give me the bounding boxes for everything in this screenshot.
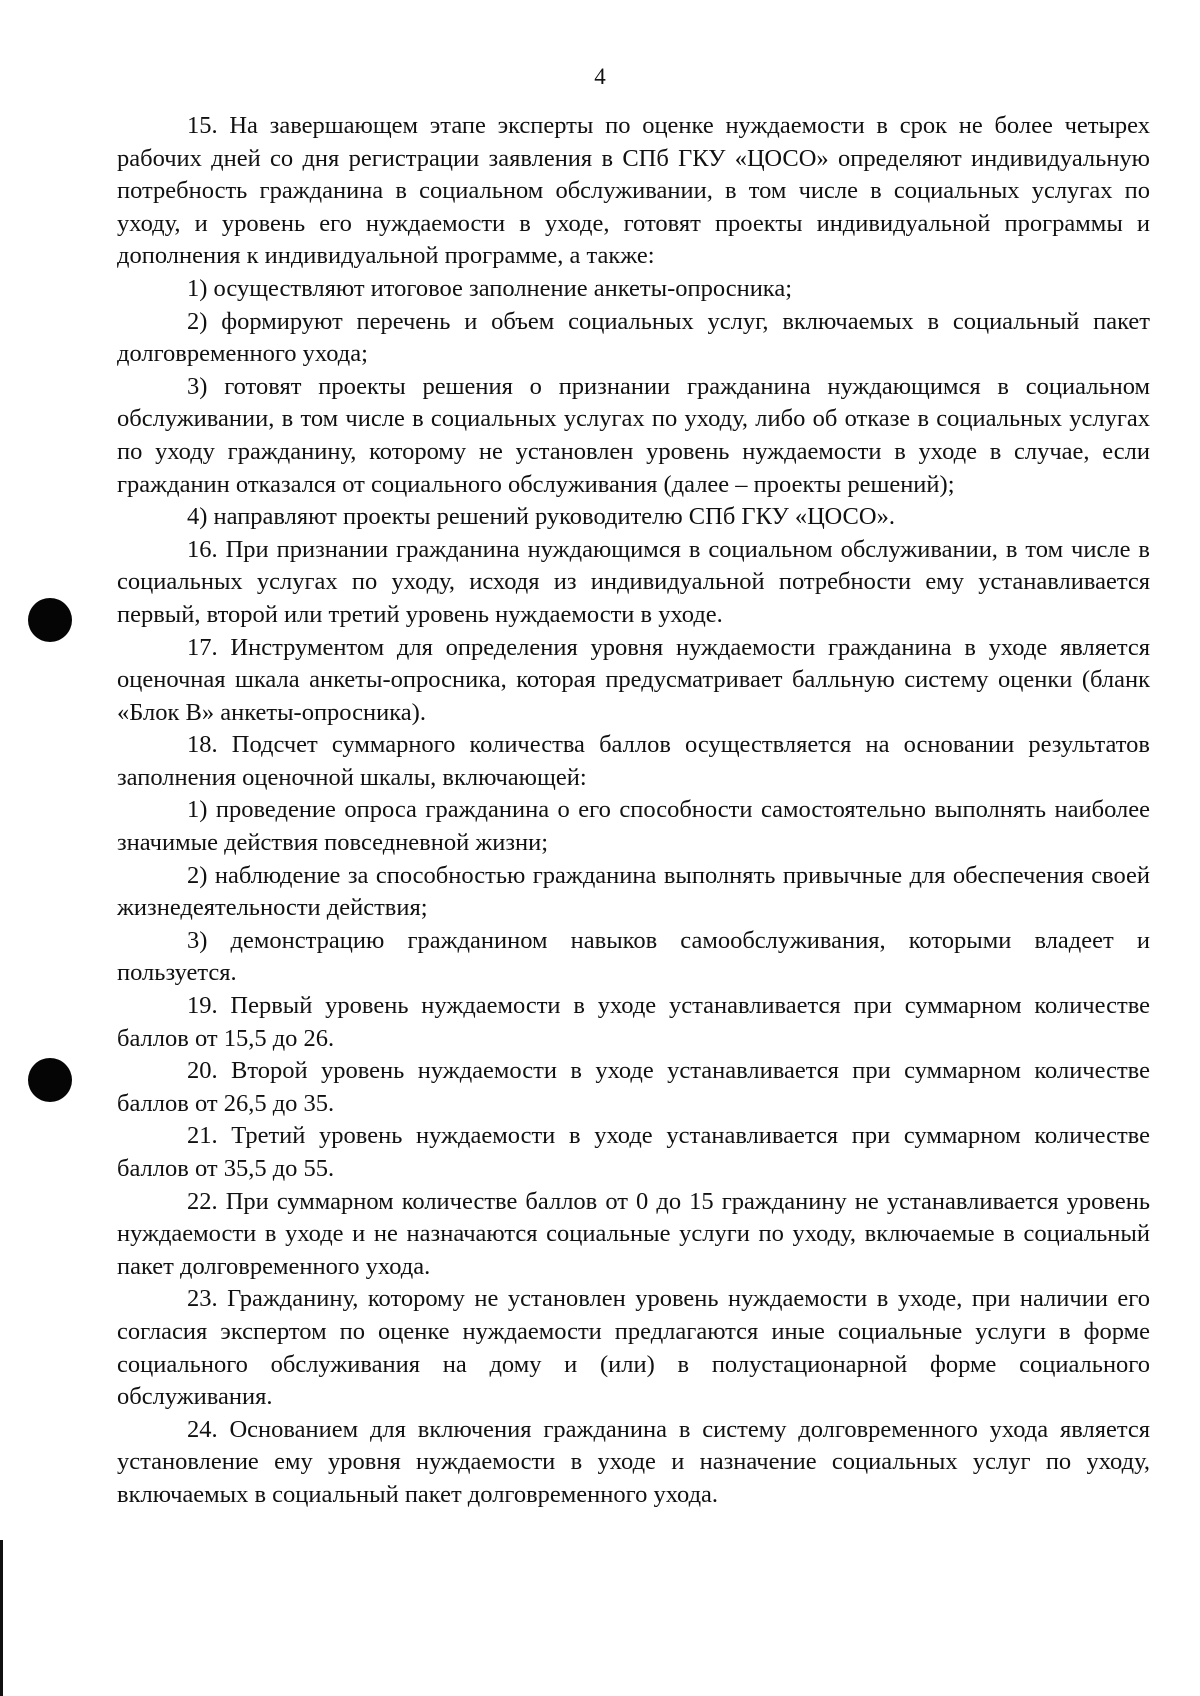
scan-edge-line — [0, 1540, 3, 1696]
paragraph-18-item-1: 1) проведение опроса гражданина о его способности самостоятельно выполнять наиболее значимые действия повседневной жизни; — [117, 796, 1150, 857]
paragraph-15-item-2: 2) формируют перечень и объем социальных услуг, включаемых в социальный пакет долговременного ухода; — [117, 307, 1150, 368]
paragraph-18: 18. Подсчет суммарного количества баллов осуществляется на основании результатов заполнения оценочной шкалы, включающей: — [117, 731, 1150, 791]
punch-hole-top — [28, 598, 72, 642]
paragraph-15: 15. На завершающем этапе эксперты по оценке нуждаемости в срок не более четырех рабочих дней со дня регистрации заявления в СПб ГКУ «ЦОСО» определяют индивидуальную потребность гражданина в социальном обслуживании, в том числе в социальных услугах по уходу, и уровень его нуждаемости в уходе, готовят проекты индивидуальной программы и дополнения к индивидуальной программе, а также: — [117, 112, 1150, 270]
paragraph-24: 24. Основанием для включения гражданина в систему долговременного ухода является установление ему уровня нуждаемости в уходе и назначение социальных услуг по уходу, включаемых в социальный пакет долговременного ухода. — [117, 1415, 1150, 1508]
punch-hole-bottom — [28, 1058, 72, 1102]
paragraph-15-item-3: 3) готовят проекты решения о признании гражданина нуждающимся в социальном обслуживании, в том числе в социальных услугах по уходу, либо об отказе в социальных услугах по уходу гражданину, которому не установлен уровень нуждаемости в уходе в случае, если гражданин отказался от социального обслуживания (далее – проекты решений); — [117, 372, 1150, 498]
paragraph-18-item-2: 2) наблюдение за способностью гражданина выполнять привычные для обеспечения своей жизнедеятельности действия; — [117, 861, 1150, 922]
paragraph-23: 23. Гражданину, которому не установлен уровень нуждаемости в уходе, при наличии его согласия экспертом по оценке нуждаемости предлагаются иные социальные услуги в форме социального обслуживания на дому и (или) в полустационарной форме социального обслуживания. — [117, 1285, 1150, 1411]
paragraph-20: 20. Второй уровень нуждаемости в уходе устанавливается при суммарном количестве баллов от 26,5 до 35. — [117, 1057, 1150, 1117]
paragraph-22: 22. При суммарном количестве баллов от 0 до 15 гражданину не устанавливается уровень нуждаемости в уходе и не назначаются социальные услуги по уходу, включаемые в социальный пакет долговременного ухода. — [117, 1187, 1150, 1280]
page-number: 4 — [594, 64, 606, 89]
paragraph-21: 21. Третий уровень нуждаемости в уходе устанавливается при суммарном количестве баллов от 35,5 до 55. — [117, 1122, 1150, 1182]
paragraph-15-item-1: 1) осуществляют итоговое заполнение анкеты-опросника; — [187, 274, 793, 302]
paragraph-16: 16. При признании гражданина нуждающимся в социальном обслуживании, в том числе в социальных услугах по уходу, исходя из индивидуальной потребности ему устанавливается первый, второй или третий уровень нуждаемости в уходе. — [117, 535, 1150, 628]
paragraph-17: 17. Инструментом для определения уровня нуждаемости гражданина в уходе является оценочная шкала анкеты-опросника, которая предусматривает балльную систему оценки (бланк «Блок В» анкеты-опросника). — [117, 633, 1150, 726]
paragraph-15-item-4: 4) направляют проекты решений руководителю СПб ГКУ «ЦОСО». — [187, 503, 895, 531]
document-body — [117, 110, 1150, 1512]
paragraph-19: 19. Первый уровень нуждаемости в уходе устанавливается при суммарном количестве баллов от 15,5 до 26. — [117, 992, 1150, 1052]
paragraph-18-item-3: 3) демонстрацию гражданином навыков самообслуживания, которыми владеет и пользуется. — [117, 926, 1150, 987]
